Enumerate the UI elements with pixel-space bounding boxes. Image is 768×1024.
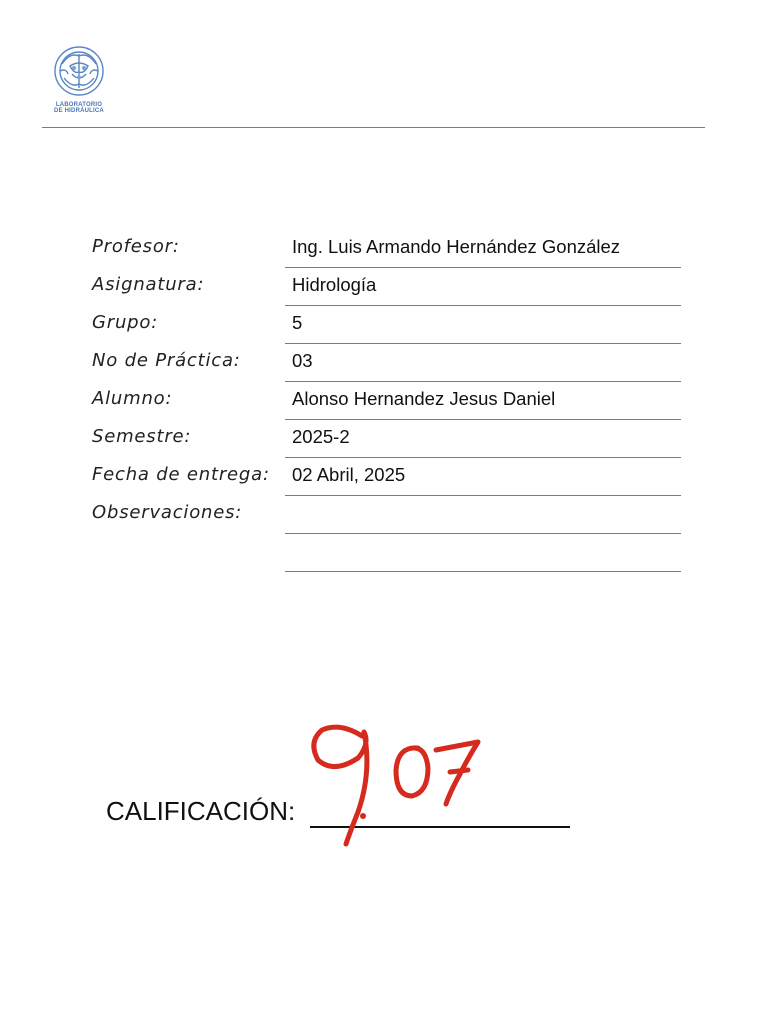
field-label: Fecha de entrega: bbox=[92, 464, 270, 485]
cover-info-table bbox=[92, 230, 682, 572]
row-semestre bbox=[92, 420, 682, 458]
logo-line-1: LABORATORIO bbox=[55, 102, 103, 108]
field-value: 03 bbox=[292, 350, 313, 371]
field-label: Grupo: bbox=[92, 312, 159, 333]
field-label: Alumno: bbox=[92, 388, 173, 409]
field-label: Profesor: bbox=[92, 236, 180, 257]
row-alumno bbox=[92, 382, 682, 420]
handwritten-grade bbox=[300, 712, 500, 852]
row-fecha bbox=[92, 458, 682, 496]
row-asignatura bbox=[92, 268, 682, 306]
field-value: 02 Abril, 2025 bbox=[292, 464, 406, 485]
field-label: Observaciones: bbox=[92, 502, 243, 523]
field-value: Hidrología bbox=[292, 274, 377, 295]
row-observaciones-extra bbox=[92, 534, 682, 572]
field-value: Ing. Luis Armando Hernández González bbox=[292, 236, 621, 257]
field-value: 2025-2 bbox=[292, 426, 350, 447]
field-value: 5 bbox=[292, 312, 303, 333]
field-label: No de Práctica: bbox=[92, 350, 241, 371]
row-grupo bbox=[92, 306, 682, 344]
field-label: Asignatura: bbox=[92, 274, 205, 295]
field-value: Alonso Hernandez Jesus Daniel bbox=[292, 388, 556, 409]
field-label: Semestre: bbox=[92, 426, 192, 447]
row-observaciones bbox=[92, 496, 682, 534]
header-divider bbox=[42, 127, 705, 128]
lab-logo bbox=[50, 44, 108, 122]
field-underline bbox=[285, 571, 681, 572]
lab-seal-icon bbox=[52, 44, 110, 102]
row-profesor bbox=[92, 230, 682, 268]
grade-label: CALIFICACIÓN: bbox=[106, 796, 296, 826]
row-practica bbox=[92, 344, 682, 382]
logo-line-2: DE HIDRÁULICA bbox=[54, 108, 104, 114]
